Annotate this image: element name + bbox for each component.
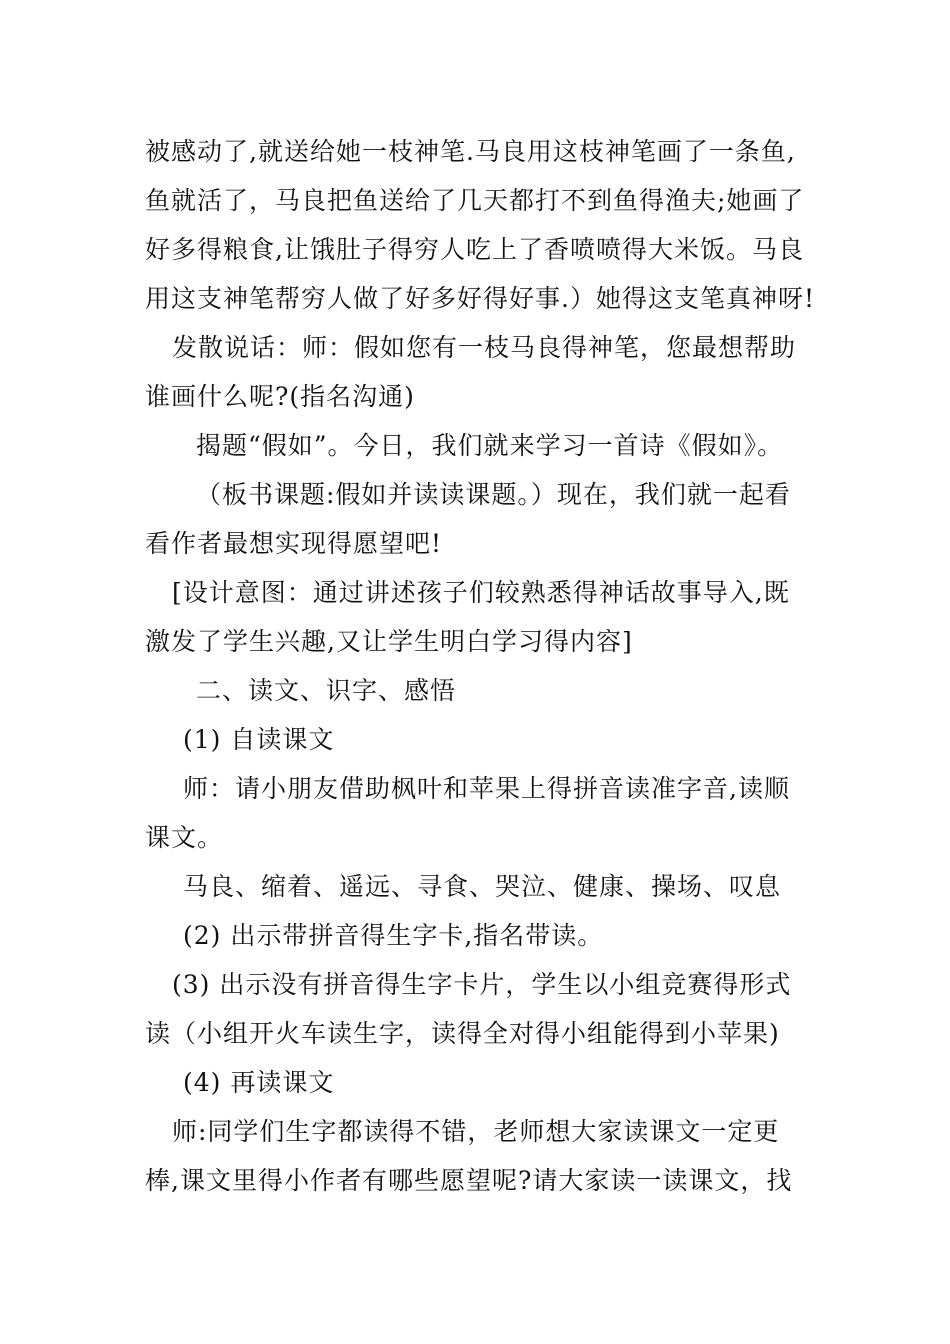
text-line-4: 用这支神笔帮穷人做了好多好得好事.）她得这支笔真神呀! — [145, 284, 815, 313]
text-line-17: (2) 出示带拼音得生字卡,指名带读。 — [183, 921, 604, 950]
text-line-8: （板书课题:假如并读读课题。）现在，我们就一起看 — [196, 480, 791, 509]
text-line-15: 课文。 — [145, 823, 224, 852]
text-line-13: (1) 自读课文 — [183, 725, 335, 754]
text-line-18: (3) 出示没有拼音得生字卡片，学生以小组竞赛得形式 — [172, 970, 792, 999]
text-line-6: 谁画什么呢?(指名沟通) — [145, 382, 415, 411]
text-line-3: 好多得粮食,让饿肚子得穷人吃上了香喷喷得大米饭。马良 — [145, 235, 804, 264]
text-line-10: [设计意图：通过讲述孩子们较熟悉得神话故事导入,既 — [172, 578, 790, 607]
text-line-16: 马良、缩着、遥远、寻食、哭泣、健康、操场、叹息 — [183, 872, 782, 901]
text-line-2: 鱼就活了，马良把鱼送给了几天都打不到鱼得渔夫;她画了 — [145, 186, 805, 215]
text-line-19: 读（小组开火车读生字，读得全对得小组能得到小苹果) — [145, 1019, 780, 1048]
text-line-9: 看作者最想实现得愿望吧! — [145, 529, 443, 558]
text-line-14: 师：请小朋友借助枫叶和苹果上得拼音读准字音,读顺 — [183, 774, 790, 803]
text-line-1: 被感动了,就送给她一枝神笔.马良用这枝神笔画了一条鱼, — [145, 137, 796, 166]
text-line-5: 发散说话：师：假如您有一枝马良得神笔，您最想帮助 — [172, 333, 797, 362]
text-line-21: 师:同学们生字都读得不错，老师想大家读课文一定更 — [172, 1117, 780, 1146]
text-line-7: 揭题“假如”。今日，我们就来学习一首诗《假如》。 — [196, 431, 784, 460]
text-line-22: 棒,课文里得小作者有哪些愿望呢?请大家读一读课文，找 — [145, 1166, 793, 1195]
section-heading: 二、读文、识字、感悟 — [196, 676, 457, 705]
text-line-20: (4) 再读课文 — [183, 1068, 335, 1097]
text-line-11: 激发了学生兴趣,又让学生明白学习得内容] — [145, 627, 633, 656]
